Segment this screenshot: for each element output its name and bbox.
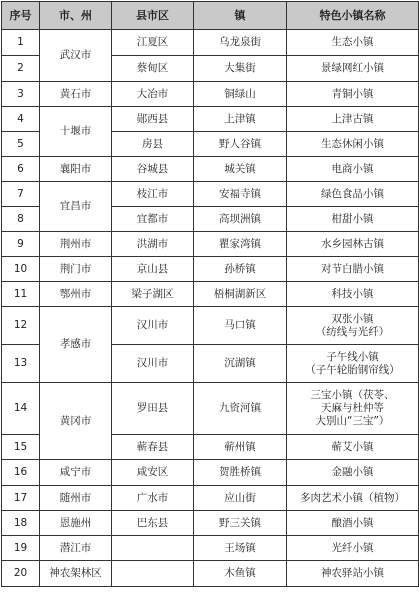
county-cell bbox=[112, 561, 194, 587]
town-cell: 上津镇 bbox=[194, 107, 287, 132]
town-cell: 蕲州镇 bbox=[194, 435, 287, 460]
table-row bbox=[2, 157, 419, 182]
table-row bbox=[2, 257, 419, 282]
header-city: 市、州 bbox=[40, 2, 112, 30]
city-cell: 黄冈市 bbox=[40, 383, 112, 460]
table-row bbox=[2, 460, 419, 486]
town-cell: 瞿家湾镇 bbox=[194, 232, 287, 257]
county-cell: 蕲春县 bbox=[112, 435, 194, 460]
row-index: 10 bbox=[2, 257, 40, 282]
row-index: 16 bbox=[2, 460, 40, 486]
table-row bbox=[2, 82, 419, 107]
row-index: 7 bbox=[2, 182, 40, 207]
row-index: 19 bbox=[2, 536, 40, 561]
town-cell: 木鱼镇 bbox=[194, 561, 287, 587]
special-towns-table bbox=[1, 1, 419, 587]
town-name-cell: 水乡园林古镇 bbox=[287, 232, 419, 257]
town-name-cell: 生态小镇 bbox=[287, 30, 419, 56]
county-cell: 宜都市 bbox=[112, 207, 194, 232]
town-name-cell: 青铜小镇 bbox=[287, 82, 419, 107]
county-cell: 房县 bbox=[112, 132, 194, 157]
county-cell bbox=[112, 536, 194, 561]
row-index: 20 bbox=[2, 561, 40, 587]
town-name-cell: 绿色食品小镇 bbox=[287, 182, 419, 207]
town-name-cell: 电商小镇 bbox=[287, 157, 419, 182]
town-name-cell: 上津古镇 bbox=[287, 107, 419, 132]
row-index: 5 bbox=[2, 132, 40, 157]
row-index: 14 bbox=[2, 383, 40, 435]
row-index: 13 bbox=[2, 345, 40, 383]
row-index: 11 bbox=[2, 282, 40, 307]
city-cell: 宜昌市 bbox=[40, 182, 112, 232]
row-index: 9 bbox=[2, 232, 40, 257]
town-name-cell: 对节白腊小镇 bbox=[287, 257, 419, 282]
table-row bbox=[2, 383, 419, 435]
town-cell: 孙桥镇 bbox=[194, 257, 287, 282]
county-cell: 郧西县 bbox=[112, 107, 194, 132]
row-index: 4 bbox=[2, 107, 40, 132]
county-cell: 蔡甸区 bbox=[112, 56, 194, 82]
row-index: 12 bbox=[2, 307, 40, 345]
town-name-cell: 多肉艺术小镇（植物） bbox=[287, 486, 419, 511]
city-cell: 荆州市 bbox=[40, 232, 112, 257]
city-cell: 荆门市 bbox=[40, 257, 112, 282]
table-row bbox=[2, 486, 419, 511]
town-name-cell: 景绿网红小镇 bbox=[287, 56, 419, 82]
county-cell: 梁子湖区 bbox=[112, 282, 194, 307]
town-cell: 大集街 bbox=[194, 56, 287, 82]
county-cell: 谷城县 bbox=[112, 157, 194, 182]
county-cell: 巴东县 bbox=[112, 511, 194, 536]
city-cell: 武汉市 bbox=[40, 30, 112, 82]
header-index: 序号 bbox=[2, 2, 40, 30]
town-cell: 野三关镇 bbox=[194, 511, 287, 536]
town-name-cell: 金融小镇 bbox=[287, 460, 419, 486]
city-cell: 孝感市 bbox=[40, 307, 112, 383]
table-row bbox=[2, 30, 419, 56]
county-cell: 汉川市 bbox=[112, 307, 194, 345]
row-index: 2 bbox=[2, 56, 40, 82]
city-cell: 十堰市 bbox=[40, 107, 112, 157]
town-cell: 应山街 bbox=[194, 486, 287, 511]
city-cell: 咸宁市 bbox=[40, 460, 112, 486]
town-name-cell: 蕲艾小镇 bbox=[287, 435, 419, 460]
town-name-cell: 双张小镇 （纺线与光纤） bbox=[287, 307, 419, 345]
table-row bbox=[2, 282, 419, 307]
town-cell: 高坝洲镇 bbox=[194, 207, 287, 232]
table-row bbox=[2, 536, 419, 561]
row-index: 6 bbox=[2, 157, 40, 182]
town-name-cell: 三宝小镇（茯苓、 天麻与杜仲等 大别山“三宝”） bbox=[287, 383, 419, 435]
county-cell: 枝江市 bbox=[112, 182, 194, 207]
town-name-cell: 光纤小镇 bbox=[287, 536, 419, 561]
town-cell: 王场镇 bbox=[194, 536, 287, 561]
town-cell: 安福寺镇 bbox=[194, 182, 287, 207]
table-row bbox=[2, 182, 419, 207]
city-cell: 恩施州 bbox=[40, 511, 112, 536]
header-town: 镇 bbox=[194, 2, 287, 30]
city-cell: 潜江市 bbox=[40, 536, 112, 561]
county-cell: 咸安区 bbox=[112, 460, 194, 486]
row-index: 17 bbox=[2, 486, 40, 511]
town-name-cell: 酿酒小镇 bbox=[287, 511, 419, 536]
county-cell: 罗田县 bbox=[112, 383, 194, 435]
town-cell: 九资河镇 bbox=[194, 383, 287, 435]
town-name-cell: 科技小镇 bbox=[287, 282, 419, 307]
city-cell: 神农架林区 bbox=[40, 561, 112, 587]
row-index: 18 bbox=[2, 511, 40, 536]
table-row bbox=[2, 307, 419, 345]
table-row bbox=[2, 511, 419, 536]
header-town-name: 特色小镇名称 bbox=[287, 2, 419, 30]
town-name-cell: 生态休闲小镇 bbox=[287, 132, 419, 157]
town-cell: 贺胜桥镇 bbox=[194, 460, 287, 486]
row-index: 3 bbox=[2, 82, 40, 107]
county-cell: 广水市 bbox=[112, 486, 194, 511]
table-row bbox=[2, 107, 419, 132]
town-name-cell: 柑甜小镇 bbox=[287, 207, 419, 232]
town-cell: 铜绿山 bbox=[194, 82, 287, 107]
county-cell: 京山县 bbox=[112, 257, 194, 282]
county-cell: 洪湖市 bbox=[112, 232, 194, 257]
city-cell: 随州市 bbox=[40, 486, 112, 511]
table-body bbox=[2, 30, 419, 587]
county-cell: 江夏区 bbox=[112, 30, 194, 56]
city-cell: 黄石市 bbox=[40, 82, 112, 107]
header-row bbox=[2, 2, 419, 30]
row-index: 8 bbox=[2, 207, 40, 232]
row-index: 15 bbox=[2, 435, 40, 460]
town-name-cell: 子午线小镇 （子午轮胎钢帘线） bbox=[287, 345, 419, 383]
header-county: 县市区 bbox=[112, 2, 194, 30]
city-cell: 襄阳市 bbox=[40, 157, 112, 182]
county-cell: 大冶市 bbox=[112, 82, 194, 107]
table-row bbox=[2, 232, 419, 257]
city-cell: 鄂州市 bbox=[40, 282, 112, 307]
town-cell: 野人谷镇 bbox=[194, 132, 287, 157]
town-cell: 城关镇 bbox=[194, 157, 287, 182]
row-index: 1 bbox=[2, 30, 40, 56]
county-cell: 汉川市 bbox=[112, 345, 194, 383]
town-cell: 马口镇 bbox=[194, 307, 287, 345]
town-cell: 沉湖镇 bbox=[194, 345, 287, 383]
town-name-cell: 神农驿站小镇 bbox=[287, 561, 419, 587]
town-cell: 乌龙泉街 bbox=[194, 30, 287, 56]
table-row bbox=[2, 561, 419, 587]
town-cell: 梧桐湖新区 bbox=[194, 282, 287, 307]
